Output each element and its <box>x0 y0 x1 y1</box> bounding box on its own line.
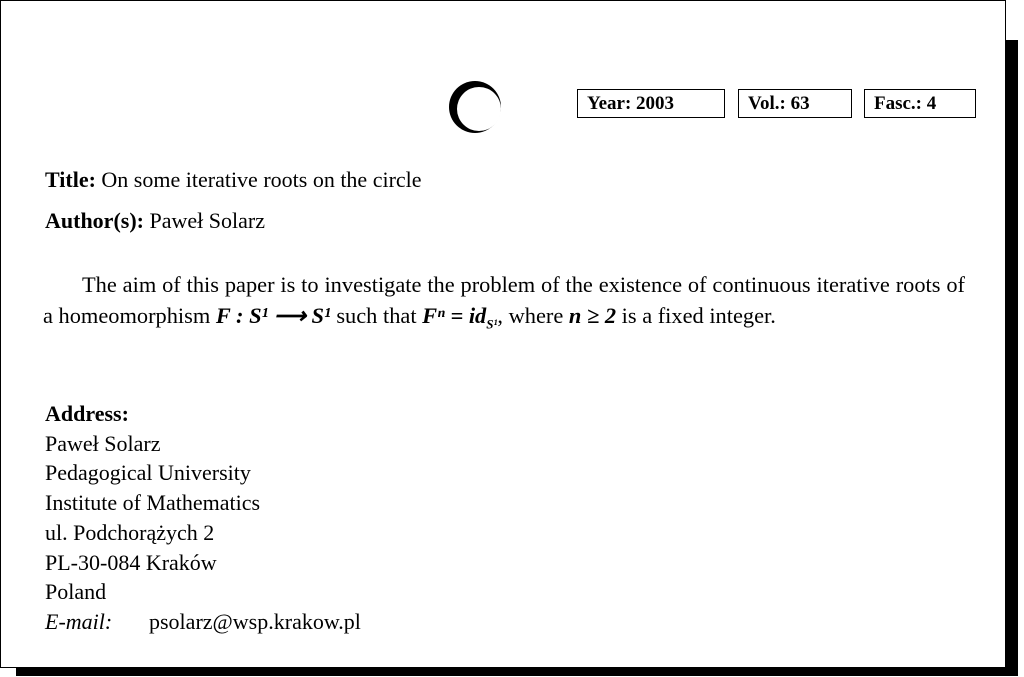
formula-condition: n ≥ 2 <box>568 303 617 328</box>
email-row <box>45 607 361 637</box>
formula-identity <box>422 303 498 332</box>
authors-row <box>45 208 265 234</box>
authors-value: Paweł Solarz <box>149 208 265 233</box>
formula-identity-subscript: S¹ <box>486 316 498 332</box>
title-row <box>45 167 422 193</box>
email-value[interactable]: psolarz@wsp.krakow.pl <box>149 608 361 634</box>
fascicle-box: Fasc.: 4 <box>864 89 976 118</box>
formula-map: F : S¹ ⟶ S¹ <box>215 303 331 328</box>
title-value: On some iterative roots on the circle <box>101 167 422 192</box>
address-block <box>45 399 361 637</box>
abstract-text <box>43 269 965 339</box>
abstract-part4: is a fixed integer. <box>621 303 776 328</box>
abstract-part3: , where <box>497 303 564 328</box>
abstract-part1: The aim of this paper is to investigate the problem of the existence of continuous iterative roots of a homeomorphism <box>43 272 965 328</box>
formula-identity-main: Fⁿ = id <box>422 303 487 328</box>
address-label: Address: <box>45 401 129 426</box>
address-line: Poland <box>45 579 107 605</box>
title-label: Title: <box>45 167 96 192</box>
volume-box: Vol.: 63 <box>738 89 852 118</box>
email-label: E-mail: <box>45 608 113 634</box>
address-line: Pedagogical University <box>45 460 251 486</box>
year-box: Year: 2003 <box>577 89 725 118</box>
address-line: Paweł Solarz <box>45 430 161 456</box>
authors-label: Author(s): <box>45 208 144 233</box>
journal-logo-icon <box>447 79 503 135</box>
address-line: ul. Podchorążych 2 <box>45 519 215 545</box>
abstract-part2: such that <box>336 303 417 328</box>
address-line: Institute of Mathematics <box>45 490 261 516</box>
address-line: PL-30-084 Kraków <box>45 549 217 575</box>
